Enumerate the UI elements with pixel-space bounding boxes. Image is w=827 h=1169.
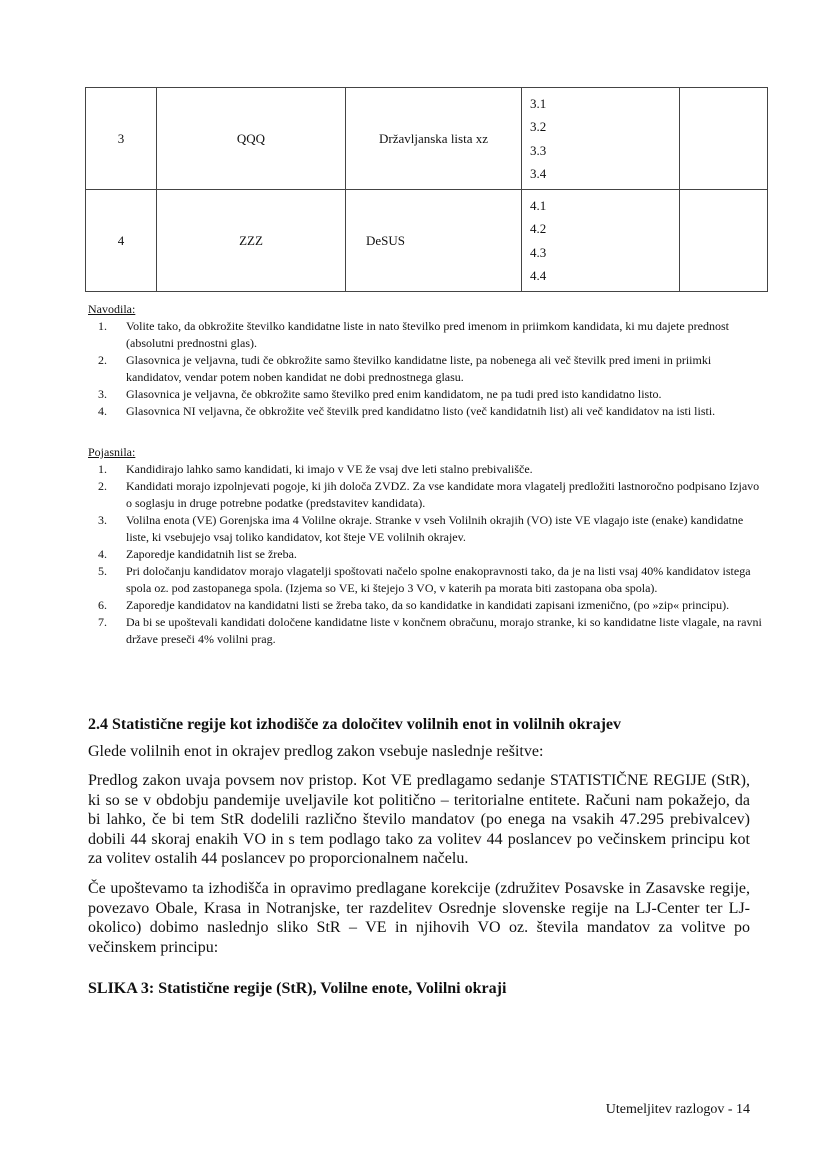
item-text: Volite tako, da obkrožite številko kandidatne liste in nato številko pred imenom in priimkom kandidata, ki mu dajete prednost (absolutni prednostni glas). bbox=[126, 319, 729, 350]
item-text: Glasovnica je veljavna, če obkrožite samo številko pred enim kandidatom, ne pa tudi pred isto kandidatno listo. bbox=[126, 387, 662, 401]
candidate-number: 3.4 bbox=[530, 166, 547, 181]
navodila-title: Navodila: bbox=[88, 302, 136, 316]
empty-cell bbox=[680, 190, 768, 292]
list-item bbox=[88, 352, 768, 386]
item-text: Zaporedje kandidatov na kandidatni listi se žreba tako, da so kandidatke in kandidati zapisani izmenično, (po »zip« principu). bbox=[126, 598, 730, 612]
paragraph: Če upoštevamo ta izhodišča in opravimo predlagane korekcije (združitev Posavske in Zasavske regije, povezavo Obale, Krasa in Notranjske, ter razdelitev Osrednje slovenske regije na LJ-Center ter LJ-okolico) dobimo naslednjo sliko StR – VE in njihovih VO oz. števila mandatov za volitve po večinskem principu: bbox=[88, 880, 750, 956]
item-number: 3. bbox=[98, 387, 107, 401]
list-item bbox=[88, 478, 768, 512]
list-code: ZZZ bbox=[157, 190, 346, 292]
list-name: DeSUS bbox=[346, 190, 522, 292]
candidate-number: 4.1 bbox=[530, 197, 547, 213]
item-number: 3. bbox=[98, 513, 107, 527]
item-number: 2. bbox=[98, 353, 107, 367]
navodila-list bbox=[88, 318, 768, 420]
list-item bbox=[88, 461, 768, 478]
candidate-number: 3.3 bbox=[530, 142, 547, 158]
list-item bbox=[88, 403, 768, 420]
candidate-number: 4.2 bbox=[530, 221, 547, 236]
page-footer: Utemeljitev razlogov - 14 bbox=[605, 1102, 750, 1117]
section-heading: 2.4 Statistične regije kot izhodišče za določitev volilnih enot in volilnih okrajev bbox=[88, 716, 622, 733]
list-item bbox=[88, 563, 768, 597]
list-item bbox=[88, 614, 768, 648]
candidate-number: 4.3 bbox=[530, 244, 547, 260]
candidate-numbers bbox=[522, 88, 680, 190]
list-number: 4 bbox=[86, 190, 157, 292]
item-text: Pri določanju kandidatov morajo vlagatelji spoštovati načelo spolne enakopravnosti tako, da je na listi vsaj 40% kandidatov istega spola oz. pod zastopanega spola. (Izjema so VE, ki štejejo 3 VO, v katerih pa morata biti zastopana oba spola). bbox=[126, 564, 751, 595]
list-name: Državljanska lista xz bbox=[346, 88, 522, 190]
paragraph: Predlog zakon uvaja povsem nov pristop. Kot VE predlagamo sedanje STATISTIČNE REGIJE (StR), ki so se v obdobju pandemije uveljavile kot politično – teritorialne entitete. Računi nam pokažejo, da bi lahko, če bi tem StR dodelili različno število mandatov (po enega na vsakih 47.295 prebivalcev) dobili 44 skoraj enakih VO in s tem podlago tako za volitev 44 poslancev po večinskem principu kot za volitev ostalih 44 poslancev po proporcionalnem načelu. bbox=[88, 772, 750, 867]
list-item bbox=[88, 318, 768, 352]
candidate-number: 3.1 bbox=[530, 95, 547, 111]
item-text: Da bi se upoštevali kandidati določene kandidatne liste v končnem obračunu, morajo stranke, ki so kandidatne liste vlagale, na ravni države preseči 4% volilni prag. bbox=[126, 615, 762, 646]
paragraph: Glede volilnih enot in okrajev predlog zakon vsebuje naslednje rešitve: bbox=[88, 743, 544, 760]
item-text: Glasovnica je veljavna, tudi če obkrožite samo številko kandidatne liste, pa nobenega ali več številk pred imeni in priimki kandidatov, vendar potem noben kandidat ne dobi prednostnega glasu. bbox=[126, 353, 712, 384]
list-item bbox=[88, 512, 768, 546]
item-text: Zaporedje kandidatnih list se žreba. bbox=[126, 547, 297, 561]
list-item bbox=[88, 546, 768, 563]
list-item bbox=[88, 386, 768, 403]
figure-title: SLIKA 3: Statistične regije (StR), Volilne enote, Volilni okraji bbox=[88, 980, 507, 997]
item-number: 6. bbox=[98, 598, 107, 612]
item-text: Volilna enota (VE) Gorenjska ima 4 Volilne okraje. Stranke v vseh Volilnih okrajih (VO) iste VE vlagajo iste (enake) kandidatne liste, ki vsebujejo vsaj toliko kandidatov, kot šteje VE volilnih okrajev. bbox=[126, 513, 744, 544]
ballot-table bbox=[85, 87, 768, 292]
item-number: 1. bbox=[98, 462, 107, 476]
item-number: 2. bbox=[98, 479, 107, 493]
table-row bbox=[86, 190, 768, 292]
table-row bbox=[86, 88, 768, 190]
item-text: Kandidirajo lahko samo kandidati, ki imajo v VE že vsaj dve leti stalno prebivališče. bbox=[126, 462, 533, 476]
item-number: 5. bbox=[98, 564, 107, 578]
item-text: Glasovnica NI veljavna, če obkrožite več številk pred kandidatno listo (več kandidatnih list) ali več kandidatov na isti listi. bbox=[126, 404, 716, 418]
item-number: 4. bbox=[98, 547, 107, 561]
pojasnila-list bbox=[88, 461, 768, 648]
candidate-number: 3.2 bbox=[530, 119, 547, 134]
candidate-number: 4.4 bbox=[530, 268, 547, 283]
empty-cell bbox=[680, 88, 768, 190]
list-code: QQQ bbox=[157, 88, 346, 190]
item-number: 4. bbox=[98, 404, 107, 418]
item-number: 1. bbox=[98, 319, 107, 333]
pojasnila-title: Pojasnila: bbox=[88, 445, 136, 459]
list-number: 3 bbox=[86, 88, 157, 190]
item-number: 7. bbox=[98, 615, 107, 629]
list-item bbox=[88, 597, 768, 614]
item-text: Kandidati morajo izpolnjevati pogoje, ki jih določa ZVDZ. Za vse kandidate mora vlagatelj predložiti lastnoročno podpisano Izjavo o soglasju in druge potrebne podatke (predstavitev kandidata). bbox=[126, 479, 760, 510]
candidate-numbers bbox=[522, 190, 680, 292]
